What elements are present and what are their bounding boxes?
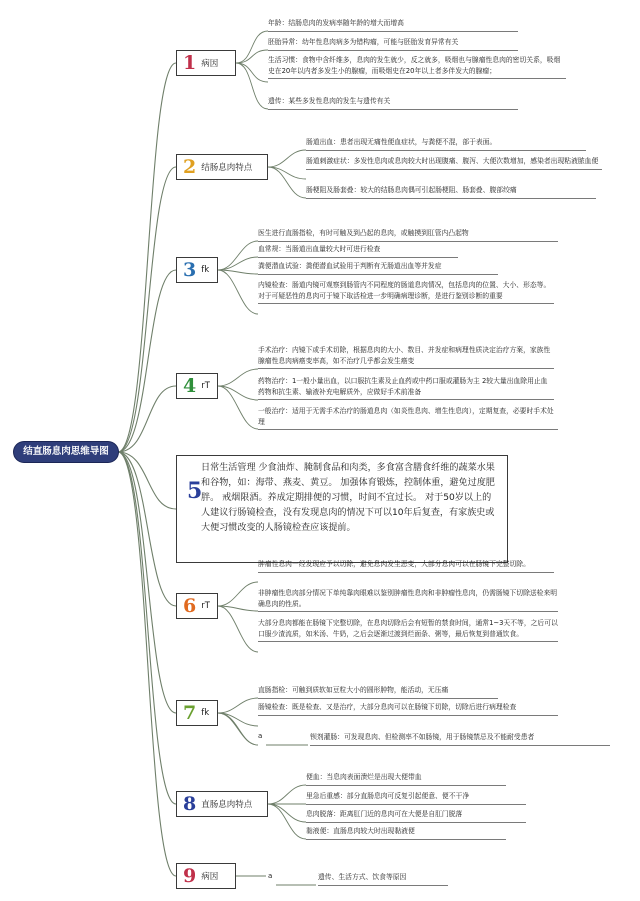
branch-4-item-1: 手术治疗：内镜下或手术切除，根据息肉的大小、数目、并发症和病理性质决定治疗方案，家族性腺瘤性息肉病癌变率高，如不治疗几乎都会发生癌变: [258, 345, 554, 369]
branch-3-number: 3: [183, 258, 197, 281]
branch-8-item-3: 息肉脱落：距离肛门近的息肉可在大便是自肛门脱落: [306, 809, 526, 823]
branch-6-item-1: 肿瘤性息肉一经发现应予以切除，避免息肉发生恶变，大部分息肉可以在肠镜下完整切除。: [258, 559, 554, 573]
connector: [218, 713, 258, 726]
connector: [268, 785, 306, 804]
branch-2-label: 结肠息肉特点: [201, 163, 253, 173]
branch-7-item-2: 肠镜检查：既是检查、又是治疗，大部分息肉可以在肠镜下切除，切除后进行病理检查: [258, 702, 558, 716]
branch-7-item-1: 直肠指检：可触到质软如豆粒大小的圆形肿物，能活动，无压痛: [258, 685, 498, 699]
branch-1-label: 病因: [201, 59, 219, 69]
connector: [218, 606, 258, 611]
branch-5-number: 5: [187, 478, 203, 504]
connector: [218, 386, 258, 429]
branch-6-item-2: 非肿瘤性息肉部分情况下单纯靠肉眼难以鉴别肿瘤性息肉和非肿瘤性息肉，仍需肠镜下切除送检来明确息肉的性质。: [258, 588, 558, 612]
connector: [218, 606, 258, 652]
branch-9-node[interactable]: [176, 863, 236, 889]
connector: [118, 452, 176, 713]
branch-2-item-2: 肠道刺激症状：多发性息肉或息肉较大时出现腹痛、腹泻、大便次数增加，感染者出现粘液脓血便: [306, 156, 602, 170]
branch-7-item-3: 钡剂灌肠：可发现息肉、但检测率不如肠镜，用于肠镜禁忌及不能耐受患者: [310, 732, 610, 746]
branch-3-item-2: 血常规：当肠道出血量较大时可进行检查: [258, 244, 458, 258]
branch-3-node[interactable]: [176, 257, 218, 283]
branch-3-label: fk: [201, 265, 210, 275]
connector: [218, 257, 258, 270]
branch-9-sub-letter: a: [268, 872, 273, 880]
branch-6-number: 6: [183, 594, 197, 617]
branch-2-item-3: 肠梗阻及肠套叠：较大的结肠息肉偶可引起肠梗阻、肠套叠、腹部绞痛: [306, 185, 596, 199]
branch-8-node[interactable]: [176, 791, 268, 817]
branch-7-label: fk: [201, 708, 210, 718]
branch-6-item-3: 大部分息肉都能在肠镜下完整切除，在息肉切除后会有短暂的禁食时间，通常1~3天不等，之后可以口服少渣流质，如米汤、牛奶，之后会逐渐过渡到烂面条、粥等，最后恢复到普通饮食。: [258, 618, 558, 642]
connector: [268, 167, 306, 198]
branch-3-item-1: 医生进行直肠指检，有时可触及到凸起的息肉，或触摸到肛管内凸起物: [258, 228, 558, 242]
connector: [218, 582, 258, 606]
branch-8-number: 8: [183, 792, 197, 815]
branch-3-item-4: 内镜检查：肠道内镜可观察到肠管内不同程度的肠道息肉情况，包括息肉的位置、大小、形态等。对于可疑恶性的息肉可于镜下取活检进一步明确病理诊断，是进行鉴别诊断的重要: [258, 280, 554, 304]
branch-1-item-1: 年龄：结肠息肉的发病率随年龄的增大而增高: [268, 18, 518, 32]
connector: [236, 31, 268, 63]
branch-7-node[interactable]: [176, 700, 218, 726]
root-node[interactable]: 结直肠息肉思维导图: [14, 442, 118, 462]
branch-8-item-4: 黏液便：直肠息肉较大时出现黏液便: [306, 826, 506, 840]
branch-1-number: 1: [183, 51, 197, 74]
connector: [118, 386, 176, 452]
connector: [118, 452, 176, 876]
branch-8-label: 直肠息肉特点: [201, 800, 253, 810]
branch-4-item-3: 一般治疗：适用于无需手术治疗的肠道息肉（如炎性息肉、增生性息肉），定期复查，必要时手术处理: [258, 406, 558, 430]
connector: [218, 698, 258, 713]
branch-5-text: 日常生活管理 少食油炸、腌制食品和肉类，多食富含膳食纤维的蔬菜水果和谷物，如：海带、燕麦、黄豆。 加强体育锻炼，控制体重，避免过度肥胖。 戒烟限酒。养成定期排便的习惯，时间不宜过长。 对于50岁以上的人建议行肠镜检查，没有发现息肉的情况下可以10年后复查，有家族史或大便习惯改变的人肠镜检查应该提前。: [201, 463, 495, 533]
connector: [218, 241, 258, 270]
branch-6-label: rT: [201, 601, 210, 611]
branch-7-number: 7: [183, 701, 197, 724]
connector: [236, 63, 268, 109]
branch-2-item-1: 肠道出血：患者出现无痛性便血症状，与粪便不混，部于表面。: [306, 137, 586, 151]
connector: [268, 804, 306, 822]
branch-8-item-1: 便血：当息肉表面溃烂是出现大便带血: [306, 772, 506, 786]
branch-9-label: 病因: [201, 872, 219, 882]
branch-3-item-3: 粪便潜血试验：粪便潜血试验用于判断有无肠道出血等并发症: [258, 261, 498, 275]
connector: [236, 63, 268, 82]
branch-4-node[interactable]: [176, 373, 218, 399]
connector: [118, 452, 176, 804]
branch-1-item-2: 胚胎异常：幼年性息肉病多为错构瘤，可能与胚胎发育异常有关: [268, 37, 518, 51]
branch-6-node[interactable]: [176, 593, 218, 619]
branch-1-item-3: 生活习惯：食物中含纤维多，息肉的发生就少，反之就多，吸烟也与腺瘤性息肉的密切关系，吸烟史在20年以内者多发生小的腺瘤，而吸烟史在20年以上者多伴发大的腺瘤；: [268, 55, 566, 79]
connector: [218, 713, 258, 745]
branch-1-item-4: 遗传：某些多发性息肉的发生与遗传有关: [268, 96, 518, 110]
connector: [236, 50, 268, 63]
branch-2-number: 2: [183, 155, 197, 178]
connector: [268, 167, 306, 179]
branch-2-node[interactable]: [176, 154, 268, 180]
connector: [118, 167, 176, 452]
branch-8-item-2: 里急后重感：部分直肠息肉可反复引起便意、便不干净: [306, 791, 526, 805]
branch-7-sub-letter: a: [258, 732, 263, 740]
connector: [118, 63, 176, 452]
branch-1-node[interactable]: [176, 50, 236, 76]
connector: [218, 270, 258, 314]
branch-4-item-2: 药物治疗：1一般小量出血，以口服抗生素及止血药或中药口服或灌肠为主 2较大量出血除用止血药物和抗生素、输液补充电解质外，应做好手术前准备: [258, 376, 554, 400]
connector: [268, 150, 306, 167]
connector: [118, 270, 176, 452]
branch-9-item-1: 遗传、生活方式、饮食等原因: [318, 872, 448, 886]
connector: [118, 452, 176, 606]
branch-4-number: 4: [183, 374, 197, 397]
connector: [218, 369, 258, 386]
branch-5-node[interactable]: [176, 455, 508, 563]
branch-4-label: rT: [201, 381, 210, 391]
branch-9-number: 9: [183, 864, 197, 887]
